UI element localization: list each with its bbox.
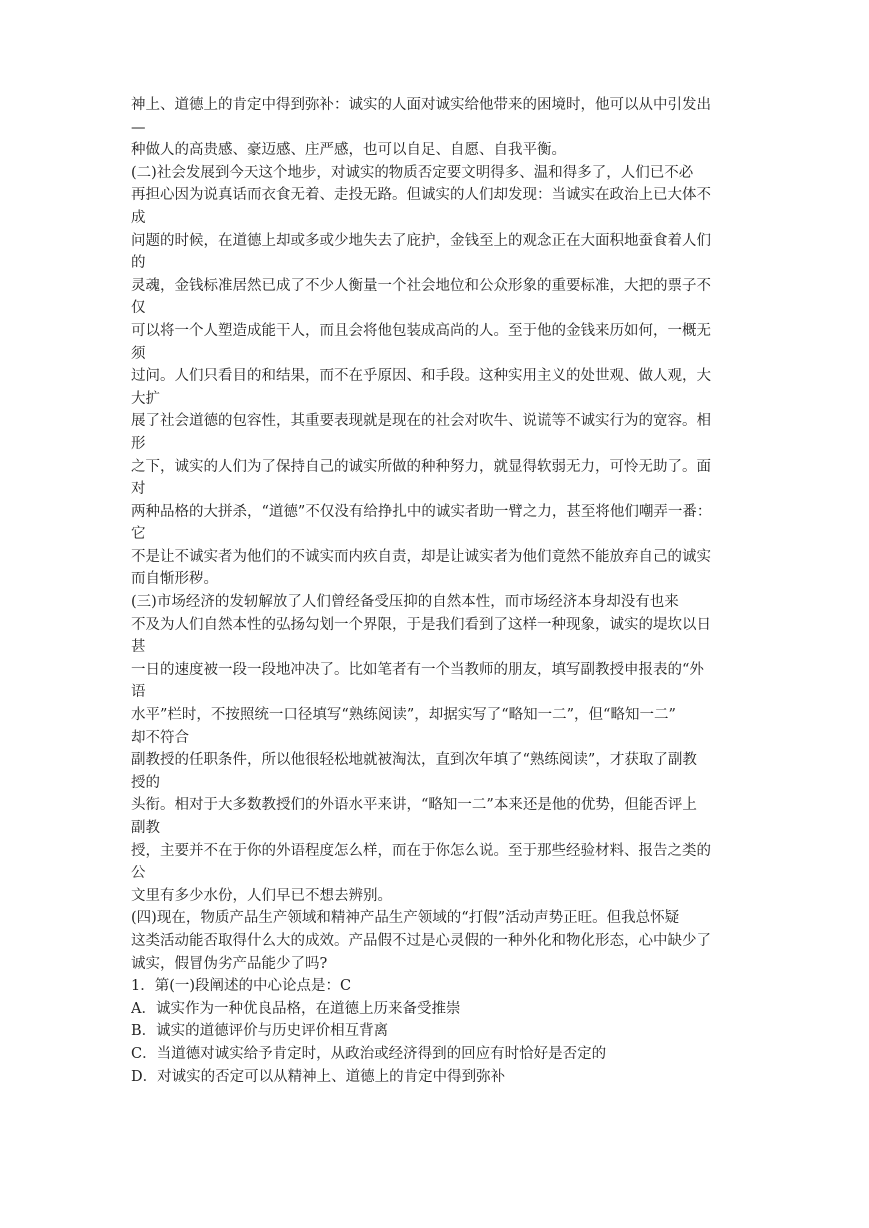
text-line: 诚实，假冒伪劣产品能少了吗? bbox=[131, 955, 328, 972]
text-line: 文里有多少水份，人们早已不想去辨别。 bbox=[131, 887, 392, 904]
text-line: 对 bbox=[131, 481, 146, 498]
text-line: (四)现在，物质产品生产领域和精神产品生产领域的“打假”活动声势正旺。但我总怀疑 bbox=[131, 910, 680, 927]
text-line: 展了社会道德的包容性，其重要表现就是现在的社会对吹牛、说谎等不诚实行为的宽容。相 bbox=[131, 413, 711, 430]
document-body bbox=[131, 94, 743, 1088]
text-line: 不是让不诚实者为他们的不诚实而内疚自责，却是让诚实者为他们竟然不能放弃自己的诚实 bbox=[131, 548, 711, 565]
text-line: 大扩 bbox=[131, 390, 160, 407]
text-line: 副教 bbox=[131, 820, 160, 836]
text-line: 授的 bbox=[131, 774, 160, 791]
text-line: 可以将一个人塑造成能干人，而且会将他包装成高尚的人。至于他的金钱来历如何，一概无 bbox=[131, 322, 711, 339]
text-line: — bbox=[131, 119, 146, 136]
text-line: (二)社会发展到今天这个地步，对诚实的物质否定要文明得多、温和得多了，人们已不必 bbox=[131, 164, 694, 181]
text-line: D．对诚实的否定可以从精神上、道德上的肯定中得到弥补 bbox=[131, 1068, 506, 1085]
text-line: A．诚实作为一种优良品格，在道德上历来备受推崇 bbox=[131, 1000, 461, 1017]
text-line: 一日的速度被一段一段地冲决了。比如笔者有一个当教师的朋友，填写副教授申报表的“外 bbox=[131, 661, 704, 678]
text-line: 头衔。相对于大多数教授们的外语水平来讲，“略知一二”本来还是他的优势，但能否评上 bbox=[131, 797, 697, 814]
text-line: B．诚实的道德评价与历史评价相互背离 bbox=[131, 1023, 389, 1040]
text-line: 不及为人们自然本性的弘扬勾划一个界限，于是我们看到了这样一种现象，诚实的堤坎以日 bbox=[131, 616, 711, 633]
text-line: 的 bbox=[131, 255, 146, 272]
text-line: 却不符合 bbox=[131, 729, 189, 746]
text-line: 仅 bbox=[131, 300, 146, 317]
text-line: 成 bbox=[131, 209, 146, 226]
text-line: 之下，诚实的人们为了保持自己的诚实所做的种种努力，就显得软弱无力，可怜无助了。面 bbox=[131, 458, 711, 475]
text-line: 授，主要并不在于你的外语程度怎么样，而在于你怎么说。至于那些经验材料、报告之类的 bbox=[131, 842, 711, 859]
text-line: 神上、道德上的肯定中得到弥补：诚实的人面对诚实给他带来的困境时，他可以从中引发出 bbox=[131, 97, 711, 113]
text-line: 它 bbox=[131, 526, 146, 543]
text-line: 形 bbox=[131, 435, 146, 452]
text-line: 过问。人们只看目的和结果，而不在乎原因、和手段。这种实用主义的处世观、做人观，大 bbox=[131, 368, 711, 385]
text-line: 灵魂，金钱标准居然已成了不少人衡量一个社会地位和公众形象的重要标准，大把的票子不 bbox=[131, 277, 711, 294]
text-line: 再担心因为说真话而衣食无着、走投无路。但诚实的人们却发现：当诚实在政治上已大体不 bbox=[131, 187, 711, 204]
text-line: 种做人的高贵感、豪迈感、庄严感，也可以自足、自愿、自我平衡。 bbox=[131, 142, 566, 159]
text-line: 水平”栏时，不按照统一口径填写“熟练阅读”，却据实写了“略知一二”，但“略知一二” bbox=[131, 707, 676, 724]
text-line: 语 bbox=[131, 684, 146, 701]
text-line: 这类活动能否取得什么大的成效。产品假不过是心灵假的一种外化和物化形态，心中缺少了 bbox=[131, 932, 711, 949]
text-line: 两种品格的大拼杀，“道德”不仅没有给挣扎中的诚实者助一臂之力，甚至将他们嘲弄一番： bbox=[131, 503, 712, 520]
text-line: 甚 bbox=[131, 639, 146, 656]
text-line: 问题的时候，在道德上却或多或少地失去了庇护，金钱至上的观念正在大面积地蚕食着人们 bbox=[131, 232, 711, 249]
text-line: 公 bbox=[131, 865, 146, 882]
text-line: (三)市场经济的发轫解放了人们曾经备受压抑的自然本性，而市场经济本身却没有也来 bbox=[131, 594, 679, 611]
text-line: 1．第(一)段阐述的中心论点是：C bbox=[131, 978, 352, 995]
text-line: 须 bbox=[131, 345, 146, 362]
text-line: 而自惭形秽。 bbox=[131, 571, 218, 588]
text-line: C．当道德对诚实给予肯定时，从政治或经济得到的回应有时恰好是否定的 bbox=[131, 1045, 607, 1062]
text-line: 副教授的任职条件，所以他很轻松地就被淘汰，直到次年填了“熟练阅读”，才获取了副教 bbox=[131, 752, 697, 769]
